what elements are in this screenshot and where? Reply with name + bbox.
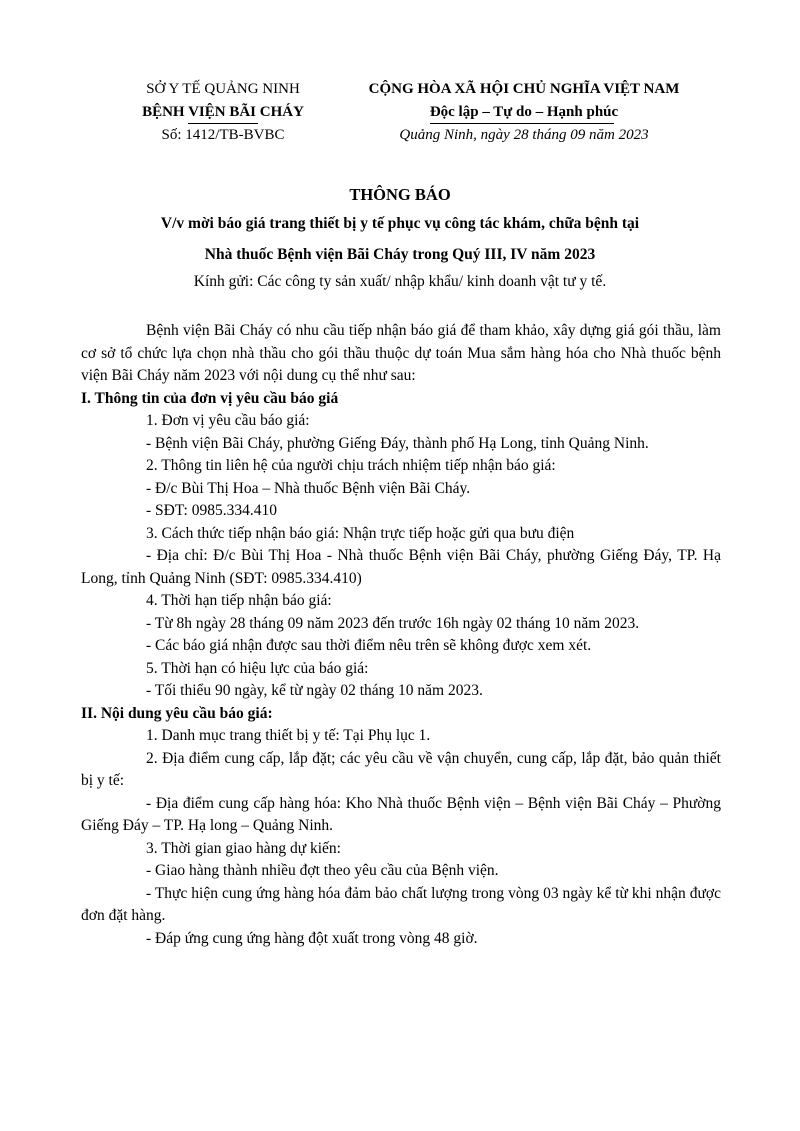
subject-line-1: V/v mời báo giá trang thiết bị y tế phục vụ công tác khám, chữa bệnh tại — [160, 215, 640, 232]
department-name: SỞ Y TẾ QUẢNG NINH — [146, 81, 300, 97]
paragraph: 1. Đơn vị yêu cầu báo giá: — [146, 412, 310, 429]
title-block — [80, 184, 720, 295]
issuer-block — [118, 78, 328, 147]
motto-underline — [430, 123, 614, 124]
republic-name: CỘNG HÒA XÃ HỘI CHỦ NGHĨA VIỆT NAM — [368, 81, 680, 97]
paragraph: - Từ 8h ngày 28 tháng 09 năm 2023 đến trước 16h ngày 02 tháng 10 năm 2023. — [146, 614, 640, 632]
paragraph: 2. Thông tin liên hệ của người chịu trách nhiệm tiếp nhận báo giá: — [146, 457, 556, 474]
paragraph: - Các báo giá nhận được sau thời điểm nêu trên sẽ không được xem xét. — [146, 637, 592, 654]
paragraph: - Thực hiện cung ứng hàng hóa đảm bảo chất lượng trong vòng 03 ngày kể từ khi nhận được đơn đặt hàng. — [81, 884, 721, 924]
document-body — [81, 320, 721, 950]
subject-line-2: Nhà thuốc Bệnh viện Bãi Cháy trong Quý III, IV năm 2023 — [204, 246, 596, 263]
paragraph: - SĐT: 0985.334.410 — [146, 502, 277, 519]
paragraph: 5. Thời hạn có hiệu lực của báo giá: — [146, 659, 369, 677]
hospital-underline — [188, 123, 258, 124]
paragraph: 1. Danh mục trang thiết bị y tế: Tại Phụ lục 1. — [146, 727, 431, 744]
paragraph: 3. Cách thức tiếp nhận báo giá: Nhận trực tiếp hoặc gửi qua bưu điện — [146, 524, 575, 542]
paragraph: - Đáp ứng cung ứng hàng đột xuất trong vòng 48 giờ. — [146, 929, 478, 947]
section-heading-1: I. Thông tin của đơn vị yêu cầu báo giá — [81, 389, 339, 407]
intro-paragraph: Bệnh viện Bãi Cháy có nhu cầu tiếp nhận báo giá để tham khảo, xây dựng giá gói thầu, làm cơ sở tổ chức lựa chọn nhà thầu cho gói thầu thuộc dự toán Mua sắm hàng hóa cho Nhà thuốc bệnh viện Bãi Cháy năm 2023 với nội dung cụ thể như sau: — [81, 322, 721, 384]
section-heading-2: II. Nội dung yêu cầu báo giá: — [81, 704, 273, 722]
document-number: Số: 1412/TB-BVBC — [161, 127, 285, 143]
national-motto: Độc lập – Tự do – Hạnh phúc — [429, 104, 619, 120]
paragraph: - Giao hàng thành nhiều đợt theo yêu cầu của Bệnh viện. — [146, 862, 499, 879]
paragraph: 3. Thời gian giao hàng dự kiến: — [146, 839, 341, 857]
paragraph: - Địa chỉ: Đ/c Bùi Thị Hoa - Nhà thuốc Bệnh viện Bãi Cháy, phường Giếng Đáy, TP. Hạ Long, tỉnh Quảng Ninh (SĐT: 0985.334.410) — [81, 547, 721, 587]
paragraph: - Đ/c Bùi Thị Hoa – Nhà thuốc Bệnh viện Bãi Cháy. — [146, 479, 471, 497]
recipient-line: Kính gửi: Các công ty sản xuất/ nhập khẩu/ kinh doanh vật tư y tế. — [193, 273, 607, 290]
page-title: THÔNG BÁO — [349, 185, 451, 204]
national-heading — [348, 78, 700, 147]
document-date: Quảng Ninh, ngày 28 tháng 09 năm 2023 — [399, 127, 649, 143]
paragraph: 4. Thời hạn tiếp nhận báo giá: — [146, 592, 332, 609]
paragraph: 2. Địa điểm cung cấp, lắp đặt; các yêu cầu về vận chuyển, cung cấp, lắp đặt, bảo quản thiết bị y tế: — [81, 749, 721, 789]
paragraph: - Bệnh viện Bãi Cháy, phường Giếng Đáy, thành phố Hạ Long, tỉnh Quảng Ninh. — [146, 434, 649, 452]
paragraph: - Tối thiểu 90 ngày, kể từ ngày 02 tháng 10 năm 2023. — [146, 682, 483, 699]
paragraph: - Địa điểm cung cấp hàng hóa: Kho Nhà thuốc Bệnh viện – Bệnh viện Bãi Cháy – Phường Giếng Đáy – TP. Hạ long – Quảng Ninh. — [81, 794, 721, 834]
hospital-name: BỆNH VIỆN BÃI CHÁY — [142, 104, 304, 120]
